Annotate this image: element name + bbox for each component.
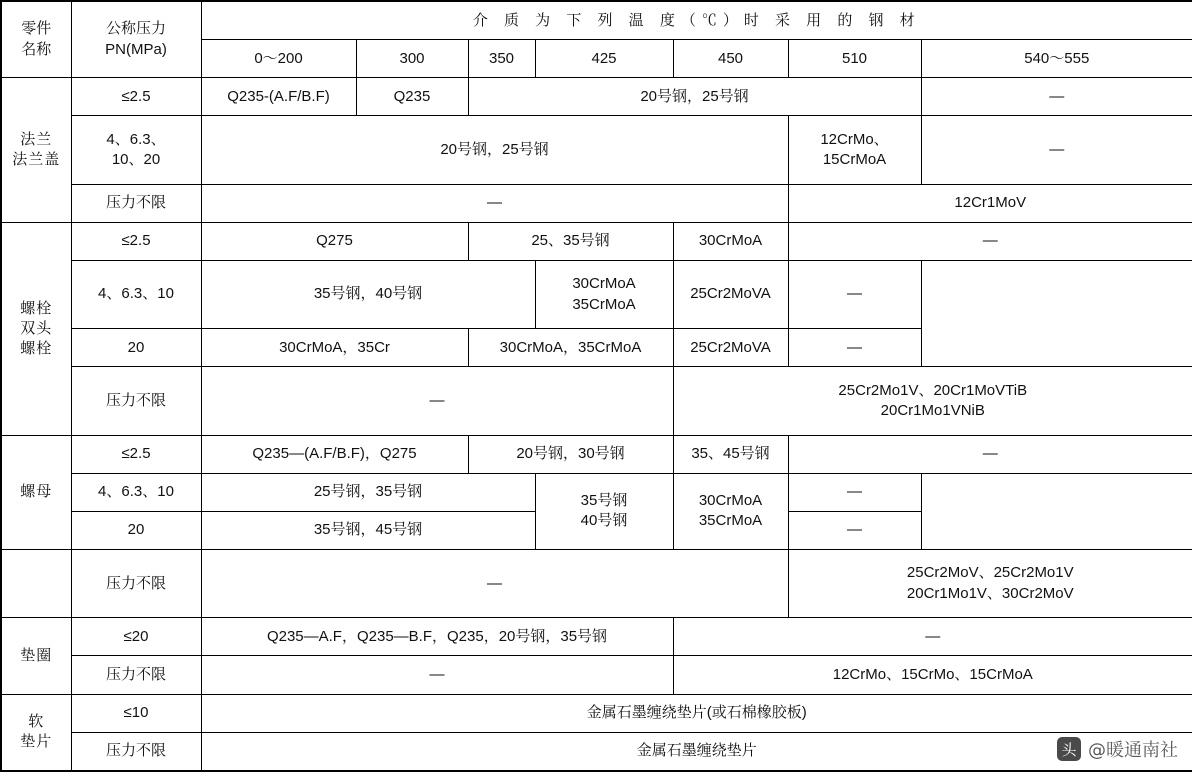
material-cell: — [201,184,788,222]
col-header-450: 450 [673,40,788,78]
material-line2: 20Cr1Mo1VNiB [880,402,985,420]
table-row [1,329,1192,367]
material-cell: 金属石墨缠绕垫片 [201,732,1192,771]
corner-header-line2: 名称 [21,40,52,58]
material-cell: — [788,435,1192,473]
material-cell: — [788,329,921,367]
pn-value: ≤10 [71,694,201,732]
pn-value [71,116,201,185]
material-cell: Q235 [356,78,468,116]
group-name-line1: 螺栓 [20,299,53,317]
pn-line1: 4、6.3、 [106,130,166,148]
col-header-350: 350 [468,40,535,78]
material-cell [673,367,1192,436]
group-name-line1: 螺母 [20,483,53,501]
material-cell: — [921,116,1192,185]
table-row [1,549,1192,618]
table-row [1,618,1192,656]
material-cell: 12CrMo、15CrMo、15CrMoA [673,656,1192,694]
pn-value: 20 [71,511,201,549]
material-line1: 30CrMoA [698,492,763,510]
material-cell [673,473,788,549]
table-row [1,184,1192,222]
group-name-line2: 法兰盖 [12,151,61,169]
material-line1: 25Cr2Mo1V、20Cr1MoVTiB [838,381,1028,399]
material-cell: Q235—(A.F/B.F)，Q275 [201,435,468,473]
table-row [1,367,1192,436]
corner-header-cell [1,1,71,78]
pn-value: ≤2.5 [71,78,201,116]
material-cell: 30CrMoA [673,222,788,260]
temperature-header: 介 质 为 下 列 温 度（℃）时 采 用 的 钢 材 [201,1,1192,40]
col-header-425: 425 [535,40,673,78]
material-line1: 12CrMo、 [820,130,889,148]
material-cell: 25号钢，35号钢 [201,473,535,511]
material-cell: 35、45号钢 [673,435,788,473]
material-cell: — [788,222,1192,260]
material-cell: — [201,549,788,618]
material-cell: Q235-(A.F/B.F) [201,78,356,116]
material-cell: 12Cr1MoV [788,184,1192,222]
material-line2: 20Cr1Mo1V、30Cr2MoV [906,584,1074,602]
material-cell: 20号钢，30号钢 [468,435,673,473]
material-cell: Q235—A.F，Q235—B.F，Q235，20号钢，35号钢 [201,618,673,656]
material-cell: — [788,473,921,511]
material-cell: 金属石墨缠绕垫片(或石棉橡胶板) [201,694,1192,732]
col-header-300: 300 [356,40,468,78]
pressure-header-line1: 公称压力 [105,20,166,38]
material-cell: 35号钢，40号钢 [201,260,535,329]
pressure-header-line2: PN(MPa) [105,40,167,58]
material-line1: 30CrMoA [572,275,636,293]
group-name-washer [1,618,71,694]
col-header-510: 510 [788,40,921,78]
table-row [1,694,1192,732]
pn-value: ≤2.5 [71,222,201,260]
table-row [1,656,1192,694]
material-line2: 35CrMoA [698,512,763,530]
table-row [1,260,1192,329]
pn-value: 压力不限 [71,732,201,771]
group-name-line3: 螺栓 [20,340,53,357]
material-cell: — [788,260,921,329]
group-name-nut [1,435,71,549]
pn-value: 20 [71,329,201,367]
col-header-0-200: 0～200 [201,40,356,78]
table-header-row-1 [1,1,1192,40]
material-cell [788,116,921,185]
pressure-header-cell [71,1,201,78]
corner-header-line1: 零件 [21,20,52,38]
material-cell: 25Cr2MoVA [673,329,788,367]
pn-value: ≤2.5 [71,435,201,473]
col-header-540-555: 540～555 [921,40,1192,78]
table-row [1,222,1192,260]
pn-value: 4、6.3、10 [71,260,201,329]
material-line2: 40号钢 [580,512,628,530]
group-name-line2: 垫片 [20,733,53,751]
table-row [1,78,1192,116]
material-cell: 30CrMoA，35CrMoA [468,329,673,367]
group-name-soft-gasket [1,694,71,771]
material-cell [788,549,1192,618]
material-cell: — [201,656,673,694]
group-name-line1: 垫圈 [20,646,53,664]
material-cell: 25、35号钢 [468,222,673,260]
group-name-bolt [1,222,71,435]
table-row [1,732,1192,771]
material-cell: 25Cr2MoVA [673,260,788,329]
material-cell: — [201,367,673,436]
material-cell: 30CrMoA，35Cr [201,329,468,367]
group-name-flange [1,78,71,223]
group-name-line2: 双头 [20,319,53,337]
material-cell: 35号钢，45号钢 [201,511,535,549]
group-name-line1: 法兰 [20,130,53,148]
material-cell: — [788,511,921,549]
pn-value: 压力不限 [71,184,201,222]
pn-value: 压力不限 [71,549,201,618]
material-line2: 35CrMoA [572,295,636,313]
material-cell: 20号钢，25号钢 [468,78,921,116]
pn-value: ≤20 [71,618,201,656]
material-line2: 15CrMoA [822,151,887,169]
material-cell [535,473,673,549]
pn-value: 4、6.3、10 [71,473,201,511]
group-name-spacer [1,549,71,618]
group-name-line1: 软 [28,713,45,730]
material-cell: 20号钢，25号钢 [201,116,788,185]
material-line1: 35号钢 [580,492,628,510]
watermark-text: @暖通南社 [1088,740,1178,761]
pn-line2: 10、20 [111,151,161,169]
pn-value: 压力不限 [71,367,201,436]
watermark-logo-icon: 头 [1057,737,1081,761]
material-cell: — [921,78,1192,116]
table-row [1,435,1192,473]
table-row [1,473,1192,511]
pn-value: 压力不限 [71,656,201,694]
material-cell: — [673,618,1192,656]
material-line1: 25Cr2MoV、25Cr2Mo1V [906,564,1074,582]
material-cell [535,260,673,329]
table-row [1,116,1192,185]
material-cell: Q275 [201,222,468,260]
